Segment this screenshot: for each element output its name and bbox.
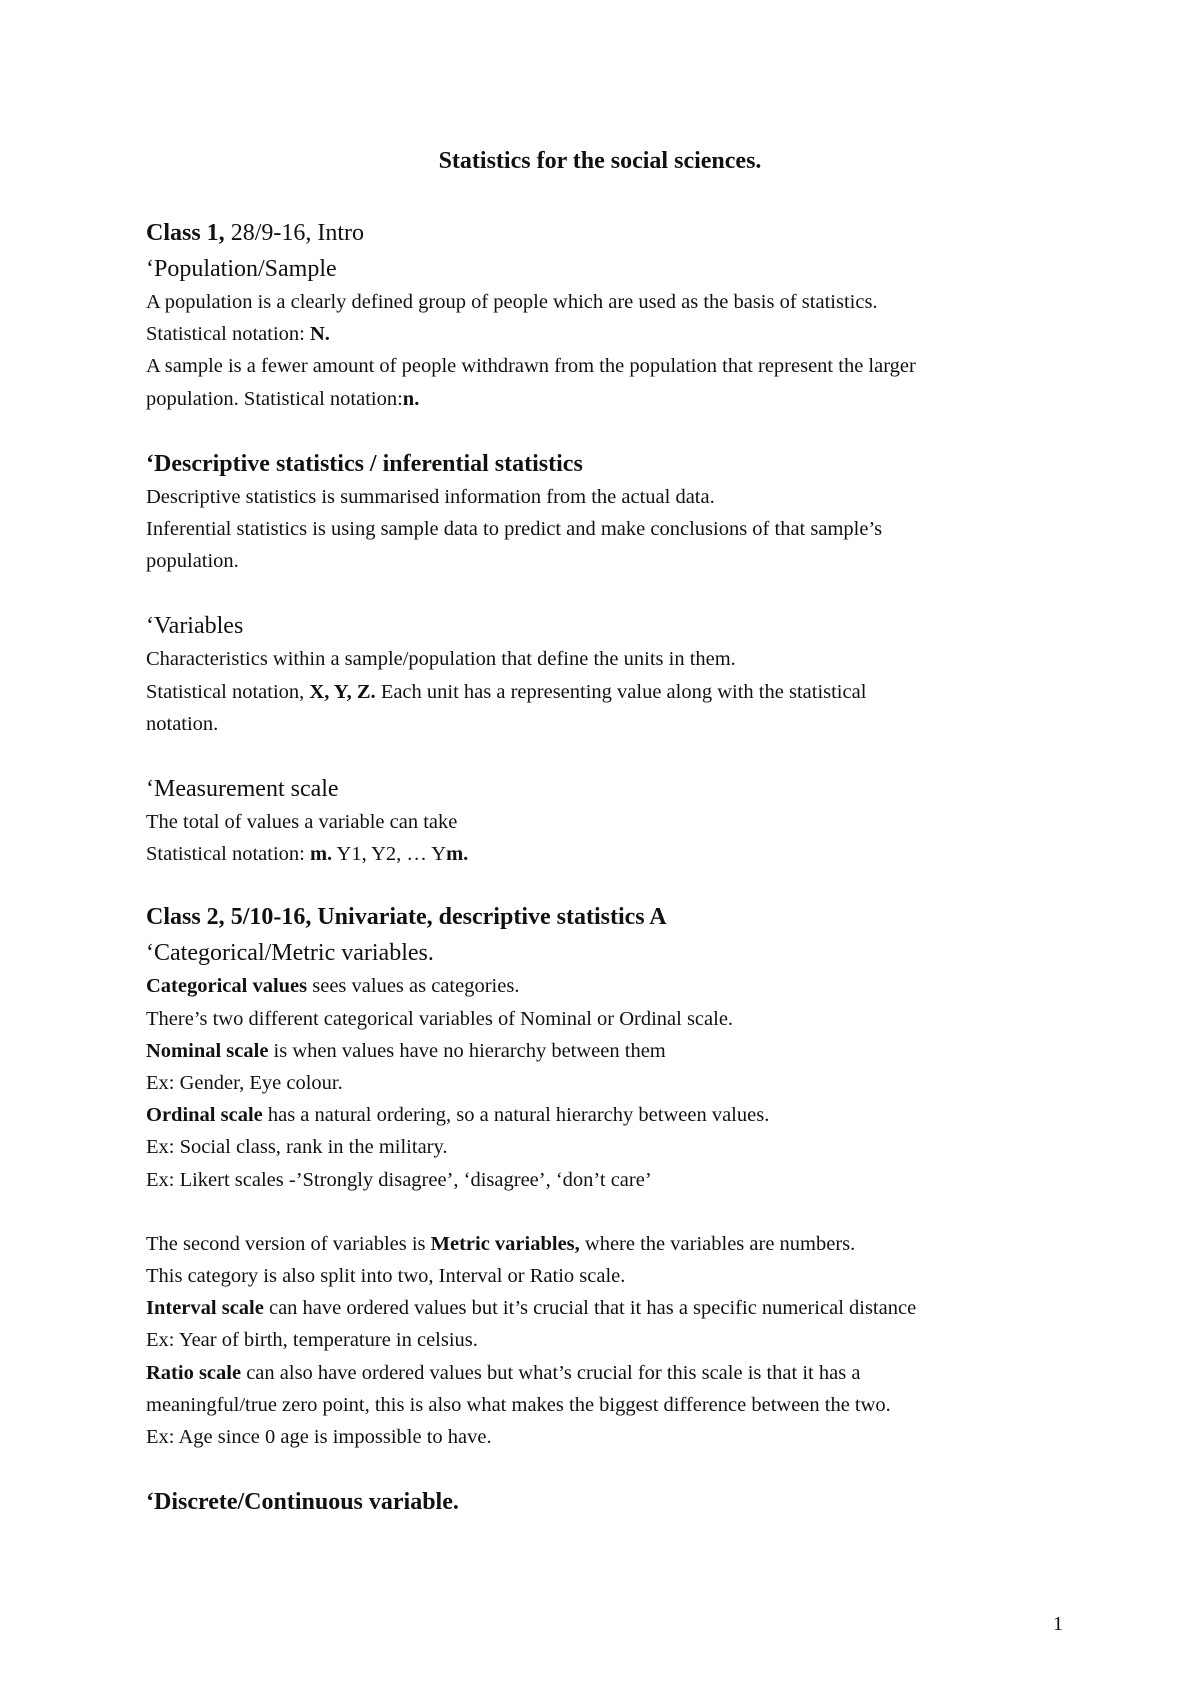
page-number: 1 xyxy=(1053,1613,1063,1635)
paragraph-line xyxy=(146,1099,1076,1131)
population-sample-heading: ‘Population/Sample xyxy=(146,256,337,282)
paragraph-line: population. xyxy=(146,550,239,573)
paragraph-line xyxy=(146,676,1076,708)
text-span: The second version of variables is xyxy=(146,1232,431,1255)
paragraph-line xyxy=(146,1228,1076,1260)
notation-bold: m. xyxy=(446,843,469,866)
paragraph-line xyxy=(146,1357,1076,1389)
document-title: Statistics for the social sciences. xyxy=(438,148,762,174)
notation-bold: n. xyxy=(402,387,420,410)
text-span: Statistical notation, xyxy=(146,680,310,703)
paragraph-line xyxy=(146,838,1076,870)
text-span: can have ordered values but it’s crucial that it has a specific numerical distance xyxy=(263,1297,917,1320)
text-span: Each unit has a representing value along with the statistical xyxy=(375,680,867,703)
paragraph-line: meaningful/true zero point, this is also what makes the biggest difference between the two. xyxy=(146,1393,891,1416)
variables-heading: ‘Variables xyxy=(146,613,244,640)
term-bold: Interval scale xyxy=(146,1297,264,1320)
text-span: has a natural ordering, so a natural hierarchy between values. xyxy=(262,1104,770,1127)
text-span: is when values have no hierarchy between them xyxy=(268,1039,666,1062)
paragraph-line: A population is a clearly defined group of people which are used as the basis of statistics. xyxy=(146,291,878,313)
measurement-scale-heading: ‘Measurement scale xyxy=(146,776,339,803)
paragraph-line: Descriptive statistics is summarised information from the actual data. xyxy=(146,485,715,508)
paragraph-line: Ex: Age since 0 age is impossible to have. xyxy=(146,1426,492,1449)
paragraph-line: Characteristics within a sample/population that define the units in them. xyxy=(146,648,736,671)
paragraph-line xyxy=(146,1035,1076,1067)
paragraph-line: notation. xyxy=(146,712,219,735)
text-span: sees values as categories. xyxy=(307,975,520,998)
class-2-details: 5/10-16, Univariate, descriptive statistics A xyxy=(224,904,667,931)
notation-bold: N. xyxy=(309,323,330,346)
paragraph-line: This category is also split into two, Interval or Ratio scale. xyxy=(146,1265,626,1288)
paragraph-line: Ex: Social class, rank in the military. xyxy=(146,1136,448,1159)
text-span: population. Statistical notation: xyxy=(146,387,403,410)
class-2-heading xyxy=(146,902,1076,932)
paragraph-line: There’s two different categorical variables of Nominal or Ordinal scale. xyxy=(146,1007,734,1030)
class-1-heading xyxy=(146,218,1076,248)
paragraph-line xyxy=(146,970,1076,1002)
term-bold: Ordinal scale xyxy=(146,1104,263,1127)
text-span: where the variables are numbers. xyxy=(579,1232,856,1255)
term-bold: Categorical values xyxy=(146,975,308,998)
paragraph-line: Ex: Gender, Eye colour. xyxy=(146,1072,343,1095)
text-span: Y1, Y2, … Y xyxy=(332,843,447,866)
paragraph-line: Ex: Year of birth, temperature in celsius. xyxy=(146,1329,478,1352)
text-span: Statistical notation: xyxy=(146,843,310,866)
paragraph-line xyxy=(146,1292,1076,1324)
paragraph-line: The total of values a variable can take xyxy=(146,811,458,834)
notation-bold: m. xyxy=(309,843,333,866)
paragraph-line: Ex: Likert scales -’Strongly disagree’, ‘disagree’, ‘don’t care’ xyxy=(146,1168,652,1191)
class-1-label: Class 1, xyxy=(146,220,225,246)
class-2-label: Class 2, xyxy=(146,904,225,931)
text-span: Statistical notation: xyxy=(146,323,310,346)
paragraph-line: Inferential statistics is using sample data to predict and make conclusions of that sample’s xyxy=(146,518,883,541)
paragraph-line xyxy=(146,318,1076,350)
paragraph-line: A sample is a fewer amount of people withdrawn from the population that represent the larger xyxy=(146,355,916,378)
descriptive-inferential-heading: ‘Descriptive statistics / inferential statistics xyxy=(146,450,583,477)
document-body xyxy=(146,218,1076,1519)
term-bold: Nominal scale xyxy=(146,1039,269,1062)
categorical-metric-heading: ‘Categorical/Metric variables. xyxy=(146,940,434,967)
discrete-continuous-heading: ‘Discrete/Continuous variable. xyxy=(146,1489,459,1516)
text-span: can also have ordered values but what’s crucial for this scale is that it has a xyxy=(241,1361,861,1384)
paragraph-line xyxy=(146,383,1076,415)
class-1-details: 28/9-16, Intro xyxy=(224,220,364,246)
term-bold: Ratio scale xyxy=(146,1361,242,1384)
notation-bold: X, Y, Z. xyxy=(309,680,376,703)
term-bold: Metric variables, xyxy=(430,1232,580,1255)
